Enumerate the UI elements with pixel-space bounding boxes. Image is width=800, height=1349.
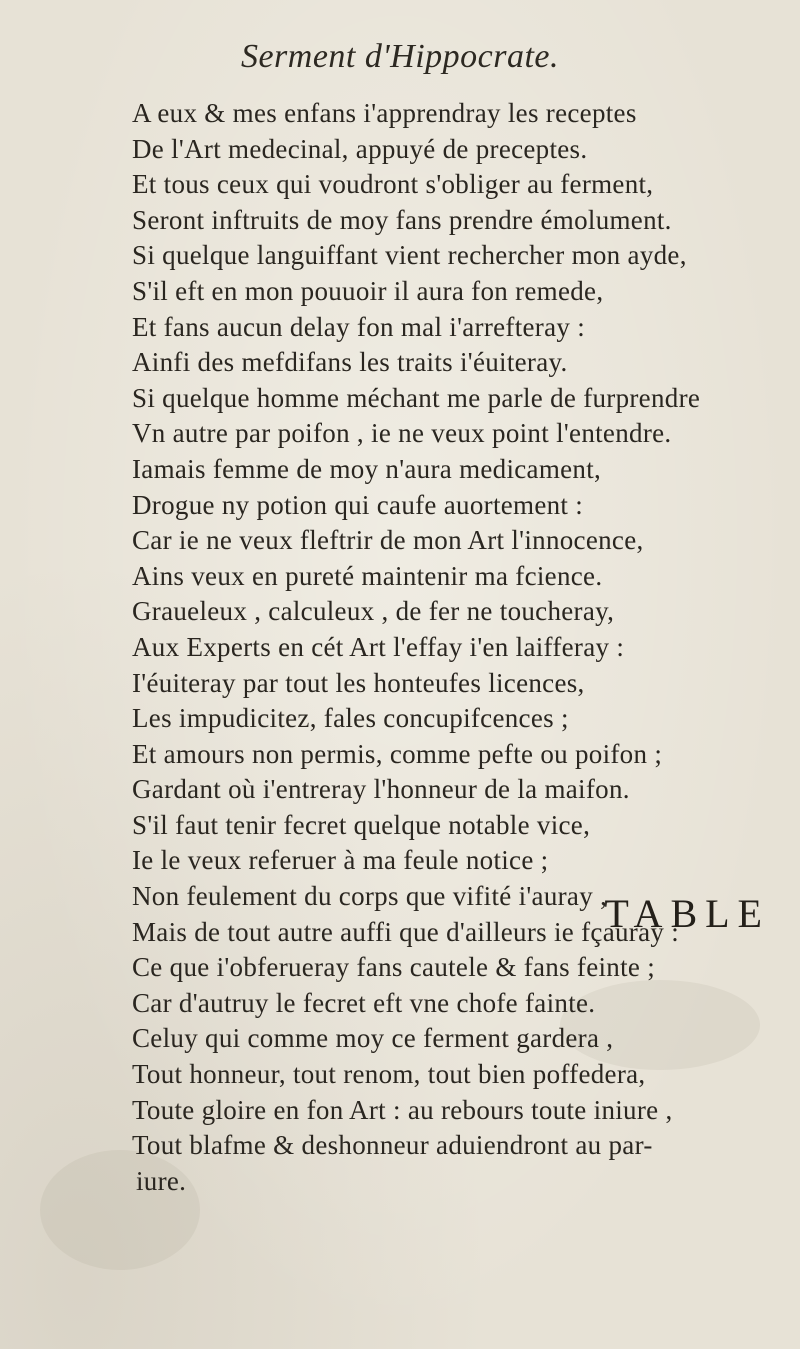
verse-line: Tout blafme & deshonneur aduiendront au par- (132, 1130, 653, 1161)
verse-line: Et tous ceux qui voudront s'obliger au ferment, (132, 169, 654, 200)
verse-line: A eux & mes enfans i'apprendray les receptes (132, 98, 637, 128)
verse-line: Non feulement du corps que vifité i'auray , (132, 881, 608, 912)
verse-line: Et fans aucun delay fon mal i'arrefteray : (132, 311, 586, 342)
catchword: TABLE (604, 891, 770, 936)
verse-line: Et amours non permis, comme pefte ou poifon ; (132, 738, 663, 769)
verse-line: Car d'autruy le fecret eft vne chofe fainte. (132, 987, 596, 1018)
verse-line: S'il faut tenir fecret quelque notable vice, (132, 809, 591, 840)
verse-line: Celuy qui comme moy ce ferment gardera , (132, 1023, 614, 1054)
verse-line: Les impudicitez, fales concupifcences ; (132, 703, 569, 734)
verse-line: Gardant où i'entreray l'honneur de la maifon. (132, 774, 630, 805)
verse-line: Car ie ne veux fleftrir de mon Art l'innocence, (132, 525, 644, 556)
verse-line: iure. (136, 1165, 187, 1196)
verse-line: De l'Art medecinal, appuyé de preceptes. (132, 133, 588, 164)
verse-line: Vn autre par poifon , ie ne veux point l'entendre. (132, 418, 672, 449)
verse-line: Tout honneur, tout renom, tout bien poffedera, (132, 1059, 646, 1090)
verse-line: Ie le veux referuer à ma feule notice ; (132, 845, 549, 876)
verse-line: Iamais femme de moy n'aura medicament, (132, 453, 602, 484)
verse-line: Si quelque homme méchant me parle de furprendre (132, 382, 701, 413)
verse-line: Mais de tout autre auffi que d'ailleurs ie fçauray : (132, 916, 680, 947)
verse-line: Graueleux , calculeux , de fer ne toucheray, (132, 596, 615, 627)
verse-line: Toute gloire en fon Art : au rebours toute iniure , (132, 1094, 673, 1125)
verse-line: S'il eft en mon pouuoir il aura fon remede, (132, 275, 604, 306)
verse-line: Ainfi des mefdifans les traits i'éuiteray. (132, 347, 568, 378)
verse-line: Ains veux en pureté maintenir ma fcience. (132, 560, 603, 591)
verse-line: Si quelque languiffant vient rechercher mon ayde, (132, 240, 687, 271)
verse-line: Aux Experts en cét Art l'effay i'en laifferay : (132, 631, 625, 662)
poem-text (132, 96, 772, 1199)
verse-line: Drogue ny potion qui caufe auortement : (132, 489, 584, 520)
verse-line: Ce que i'obferueray fans cautele & fans feinte ; (132, 952, 656, 983)
verse-line: I'éuiteray par tout les honteufes licences, (132, 667, 585, 698)
verse-line: Seront inftruits de moy fans prendre émolument. (132, 204, 672, 235)
page-header: Serment d'Hippocrate. (240, 38, 560, 75)
